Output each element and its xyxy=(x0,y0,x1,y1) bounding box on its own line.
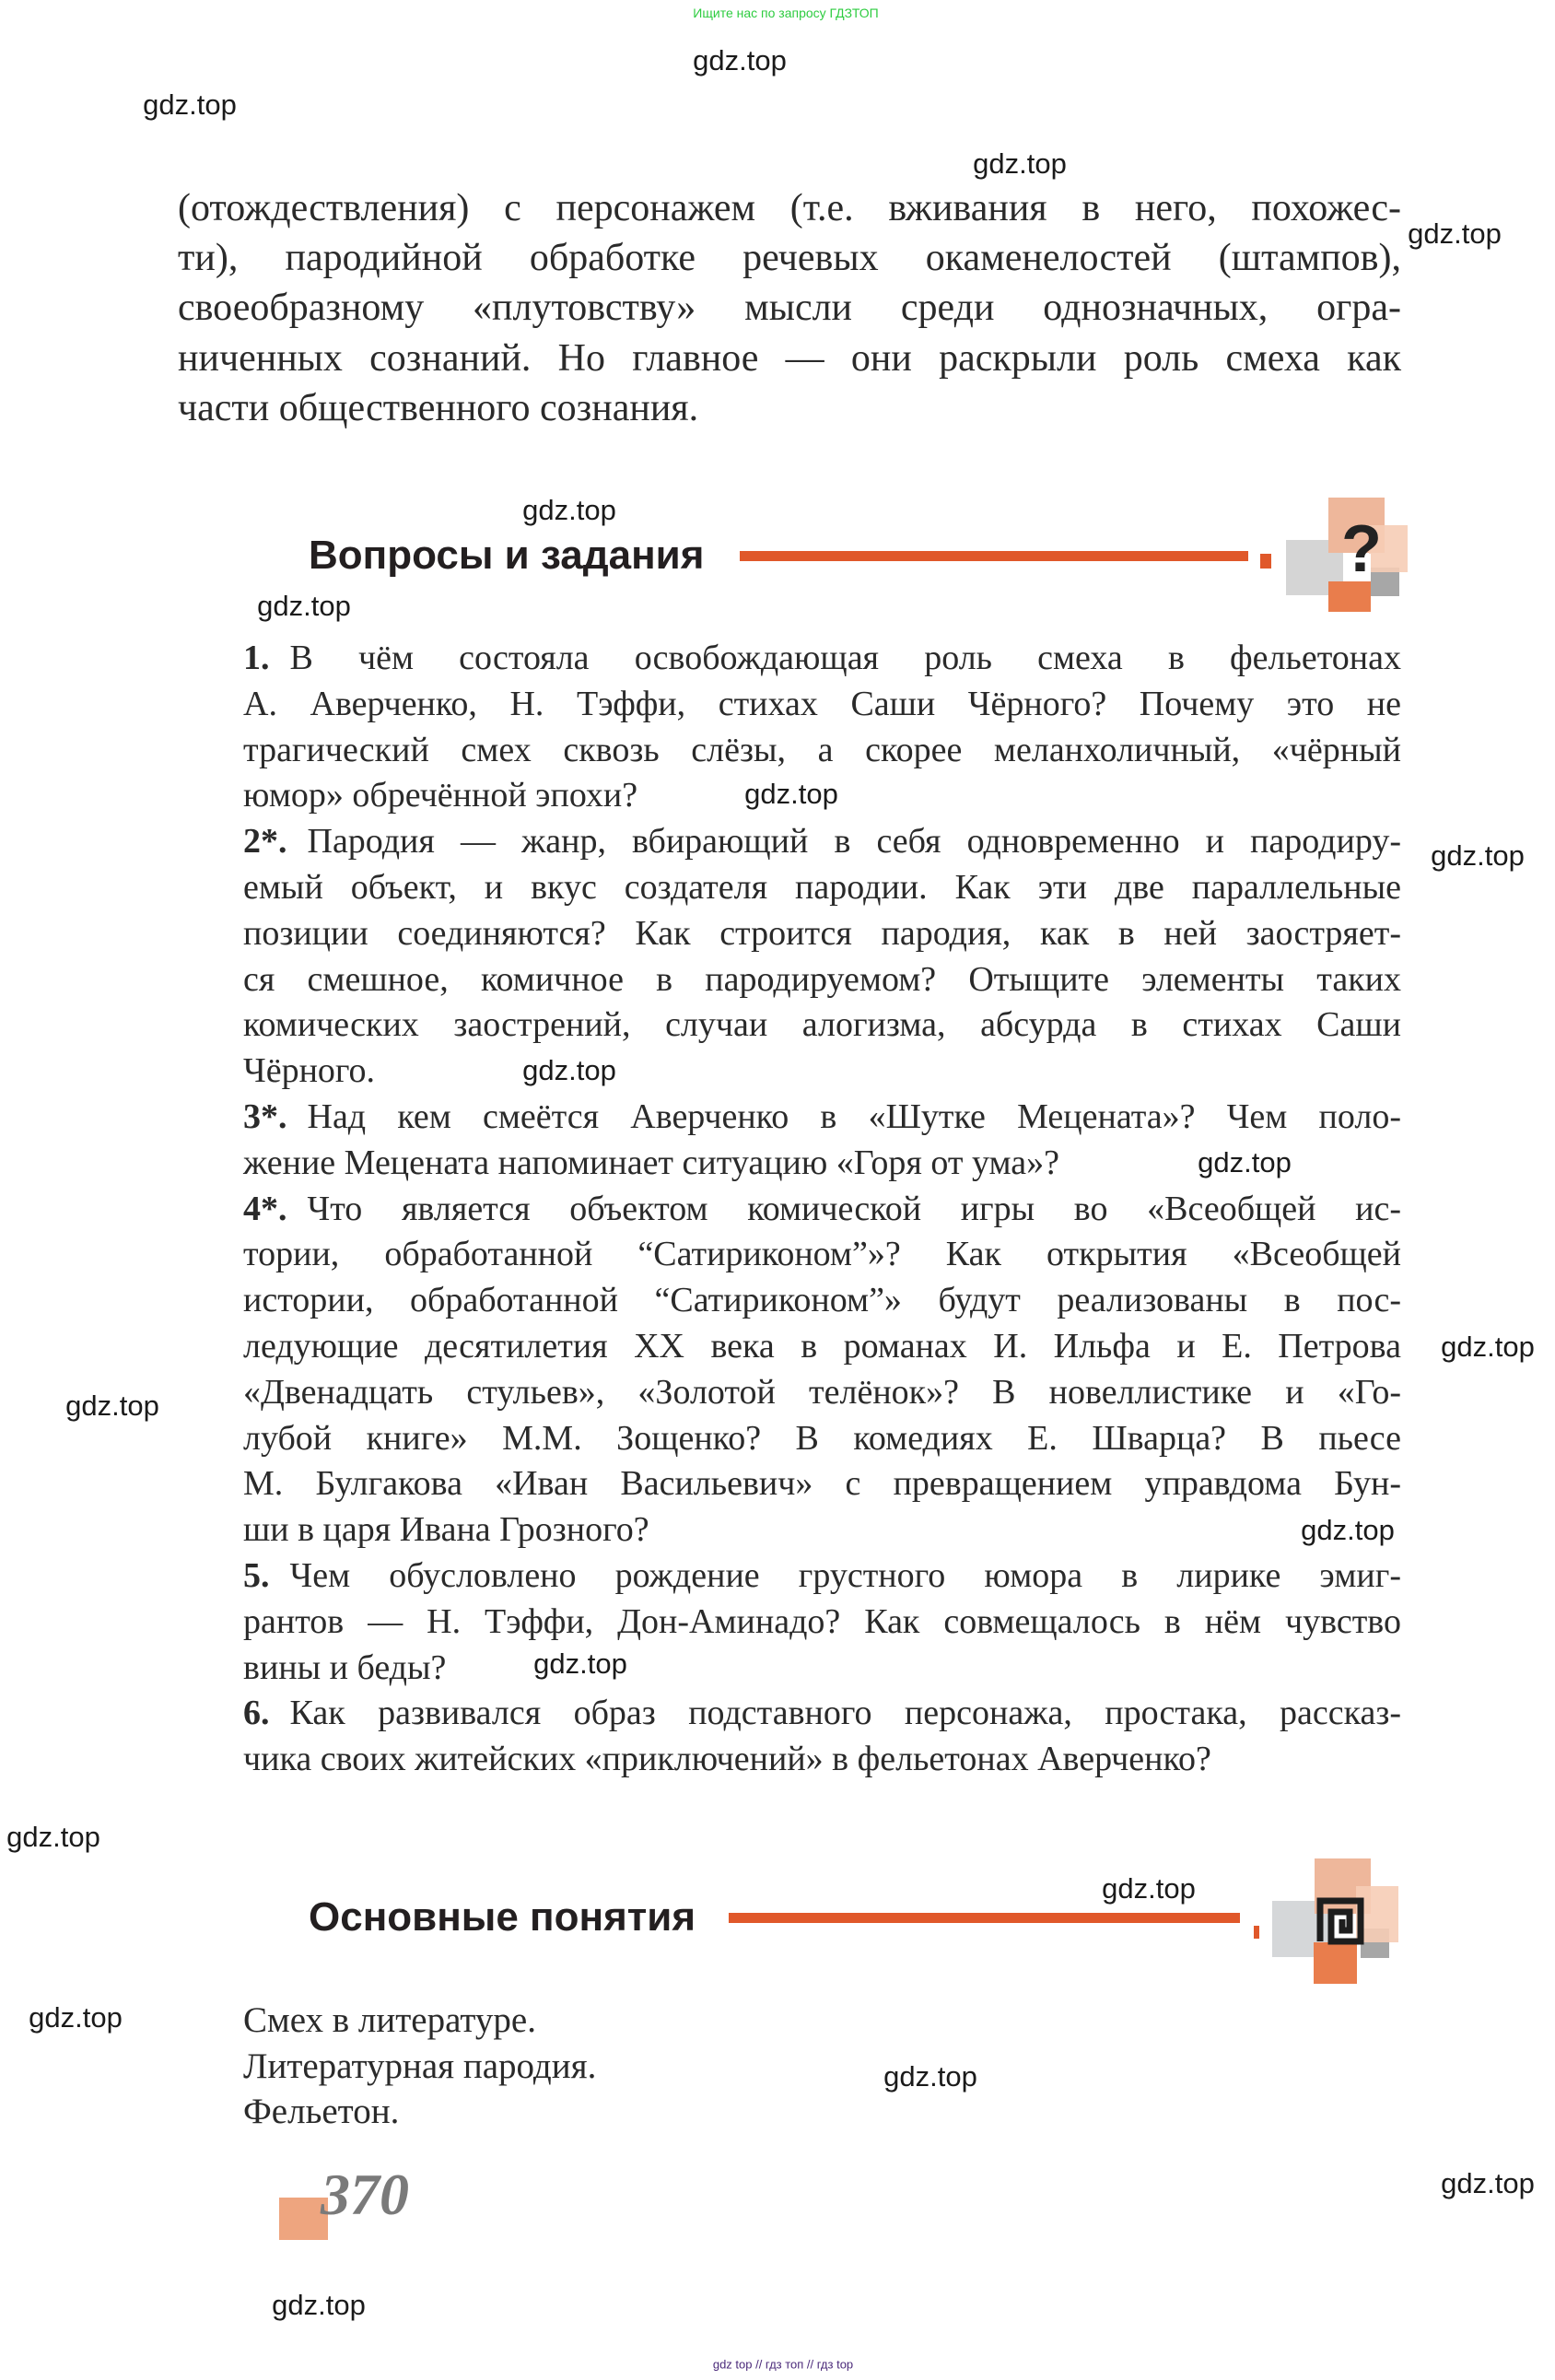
concept-term: Смех в литературе. xyxy=(243,2000,536,2040)
watermark-text: gdz.top xyxy=(1431,839,1525,872)
watermark-text: gdz.top xyxy=(1441,2167,1535,2199)
question-text: «Двенадцать стульев», «Золотой телёнок»? В новеллистике и «Го- xyxy=(243,1372,1401,1412)
question-line xyxy=(243,818,1401,864)
watermark-text: gdz.top xyxy=(1408,217,1502,250)
question-text: рантов — Н. Тэффи, Дон-Аминадо? Как совмещалось в нём чувство xyxy=(243,1601,1401,1641)
question-line xyxy=(243,1277,1401,1323)
watermark-text: gdz.top xyxy=(1102,1872,1196,1905)
heading-rule xyxy=(729,1913,1240,1923)
paragraph-line: (отождествления) с персонажем (т.е. вживания в него, похожес- xyxy=(178,187,1401,229)
question-line xyxy=(243,1323,1401,1369)
question-line xyxy=(243,1186,1401,1232)
question-number: 1. xyxy=(243,639,270,677)
watermark-text: gdz.top xyxy=(883,2060,977,2093)
watermark-text: gdz.top xyxy=(143,88,237,121)
question-line xyxy=(243,1690,1401,1736)
question-number: 4*. xyxy=(243,1189,287,1228)
question-text: Чем обусловлено рождение грустного юмора в лирике эмиг- xyxy=(289,1556,1401,1595)
watermark-text: gdz.top xyxy=(522,1054,616,1086)
questions-heading: Вопросы и задания xyxy=(309,533,705,578)
paragraph-line: ти), пародийной обработке речевых окаменелостей (штампов), xyxy=(178,237,1401,280)
question-line xyxy=(243,1645,1401,1691)
question-text: Пародия — жанр, вбирающий в себя одновременно и пародиру- xyxy=(307,822,1401,862)
question-line xyxy=(243,1507,1401,1553)
watermark-text: gdz.top xyxy=(6,1821,100,1853)
watermark-text: gdz.top xyxy=(693,44,787,76)
question-line xyxy=(243,864,1401,910)
question-text: Над кем смеётся Аверченко в «Шутке Мецената»? Чем поло- xyxy=(307,1097,1401,1136)
question-line xyxy=(243,1553,1401,1599)
question-text: трагический смех сквозь слёзы, а скорее меланхоличный, «чёрный xyxy=(243,730,1401,769)
question-line xyxy=(243,1094,1401,1140)
question-text: ледующие десятилетия XX века в романах И. Ильфа и Е. Петрова xyxy=(243,1327,1401,1366)
question-text: емый объект, и вкус создателя пародии. Как эти две параллельные xyxy=(243,868,1401,907)
question-text: жение Мецената напоминает ситуацию «Горя от ума»? xyxy=(243,1143,1060,1182)
watermark-text: gdz.top xyxy=(744,778,838,810)
question-text: В чём состояла освобождающая роль смеха в фельетонах xyxy=(289,639,1401,677)
svg-text:?: ? xyxy=(1341,512,1382,586)
concept-term: Литературная пародия. xyxy=(243,2046,597,2086)
top-search-note: Ищите нас по запросу ГДЗТОП xyxy=(693,6,879,20)
watermark-text: gdz.top xyxy=(533,1647,627,1680)
heading-rule xyxy=(740,551,1248,561)
paragraph-line: ниченных сознаний. Но главное — они раскрыли роль смеха как xyxy=(178,336,1401,380)
question-text: Чёрного. xyxy=(243,1051,376,1091)
question-text: вины и беды? xyxy=(243,1647,447,1687)
question-line xyxy=(243,1002,1401,1048)
question-line xyxy=(243,681,1401,727)
question-text: Как развивался образ подставного персонажа, простака, рассказ- xyxy=(289,1694,1401,1733)
question-text: комических заострений, случаи алогизма, абсурда в стихах Саши xyxy=(243,1005,1401,1045)
concepts-heading: Основные понятия xyxy=(309,1894,696,1940)
question-line xyxy=(243,956,1401,1002)
watermark-text: gdz.top xyxy=(1301,1514,1395,1546)
question-line xyxy=(243,727,1401,773)
watermark-text: gdz.top xyxy=(272,2289,366,2321)
question-line xyxy=(243,1599,1401,1645)
spiral-icon xyxy=(1254,1846,1401,1984)
question-line xyxy=(243,1460,1401,1507)
question-text: ся смешное, комичное в пародируемом? Отыщите элементы таких xyxy=(243,959,1401,999)
question-line xyxy=(243,1415,1401,1461)
watermark-text: gdz.top xyxy=(29,2001,123,2034)
paragraph-line: своеобразному «плутовству» мысли среди однозначных, огра- xyxy=(178,287,1401,330)
question-text: истории, обработанной “Сатириконом”» будут реализованы в пос- xyxy=(243,1281,1401,1320)
question-text: М. Булгакова «Иван Васильевич» с превращением управдома Бун- xyxy=(243,1464,1401,1504)
question-text: позиции соединяются? Как строится пародия, как в ней заостряет- xyxy=(243,913,1401,953)
question-text: тории, обработанной “Сатириконом”»? Как открытия «Всеобщей xyxy=(243,1235,1401,1274)
question-text: лубой книге» М.М. Зощенко? В комедиях Е. Шварца? В пьесе xyxy=(243,1418,1401,1458)
bottom-note: gdz top // гдз топ // гдз top xyxy=(712,2357,854,2372)
question-text: ши в царя Ивана Грозного? xyxy=(243,1510,649,1550)
question-text: Что является объектом комической игры во «Всеобщей ис- xyxy=(307,1189,1401,1228)
question-mark-icon xyxy=(1260,478,1408,612)
question-text: юмор» обречённой эпохи? xyxy=(243,776,638,815)
question-number: 5. xyxy=(243,1556,270,1595)
question-number: 6. xyxy=(243,1694,270,1733)
paragraph-line: части общественного сознания. xyxy=(178,386,699,429)
watermark-text: gdz.top xyxy=(973,147,1067,180)
question-line xyxy=(243,1231,1401,1277)
watermark-text: gdz.top xyxy=(65,1389,159,1422)
watermark-text: gdz.top xyxy=(1198,1146,1292,1178)
question-line xyxy=(243,1736,1401,1782)
question-line xyxy=(243,635,1401,681)
watermark-text: gdz.top xyxy=(257,590,351,622)
question-number: 2*. xyxy=(243,822,287,862)
question-text: чика своих житейских «приключений» в фельетонах Аверченко? xyxy=(243,1740,1211,1779)
concept-term: Фельетон. xyxy=(243,2092,400,2131)
question-text: А. Аверченко, Н. Тэффи, стихах Саши Чёрного? Почему это не xyxy=(243,684,1401,723)
watermark-text: gdz.top xyxy=(1441,1331,1535,1363)
watermark-text: gdz.top xyxy=(522,494,616,526)
question-line xyxy=(243,910,1401,956)
page-number: 370 xyxy=(321,2162,409,2227)
question-line xyxy=(243,1369,1401,1415)
question-number: 3*. xyxy=(243,1097,287,1136)
question-line xyxy=(243,1048,1401,1094)
